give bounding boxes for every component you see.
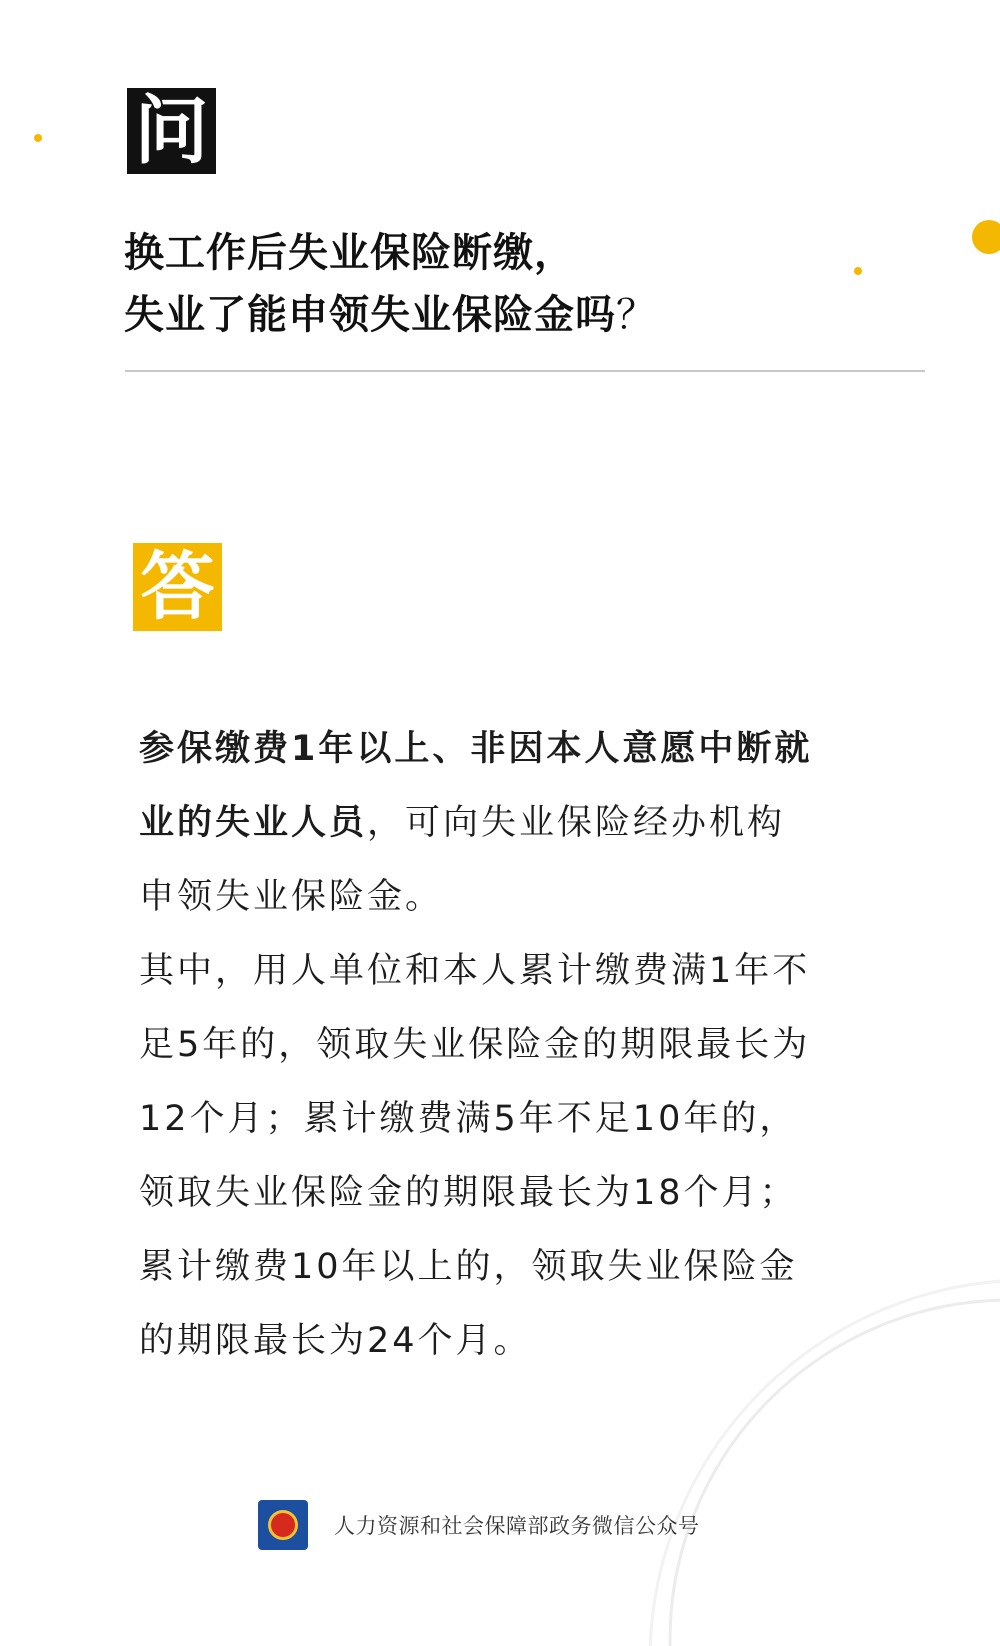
- answer-badge: 答: [133, 543, 222, 631]
- question-badge: 问: [127, 88, 216, 174]
- answer-normal-text: ，可向失业保险经办机构申领失业保险金。: [139, 803, 786, 917]
- question-title: [124, 222, 904, 346]
- divider: [125, 370, 925, 372]
- answer-body: [139, 712, 819, 1378]
- question-line-2: 失业了能申领失业保险金吗？: [124, 292, 657, 338]
- question-line-1: 换工作后失业保险断缴，: [124, 230, 575, 276]
- question-mark: ？: [616, 292, 657, 338]
- footer-source: 人力资源和社会保障部政务微信公众号: [334, 1514, 700, 1538]
- national-emblem-icon: [258, 1500, 308, 1550]
- answer-paragraph-2: 其中，用人单位和本人累计缴费满1年不足5年的，领取失业保险金的期限最长为12个月；累计缴费满5年不足10年的，领取失业保险金的期限最长为18个月；累计缴费10年以上的，领取失业保险金的期限最长为24个月。: [139, 951, 811, 1361]
- answer-paragraph-1: [139, 712, 819, 934]
- footer: [258, 1499, 700, 1551]
- answer-bold-text: 参保缴费1年以上、非因本人意愿中断就业的失业人员: [139, 729, 813, 843]
